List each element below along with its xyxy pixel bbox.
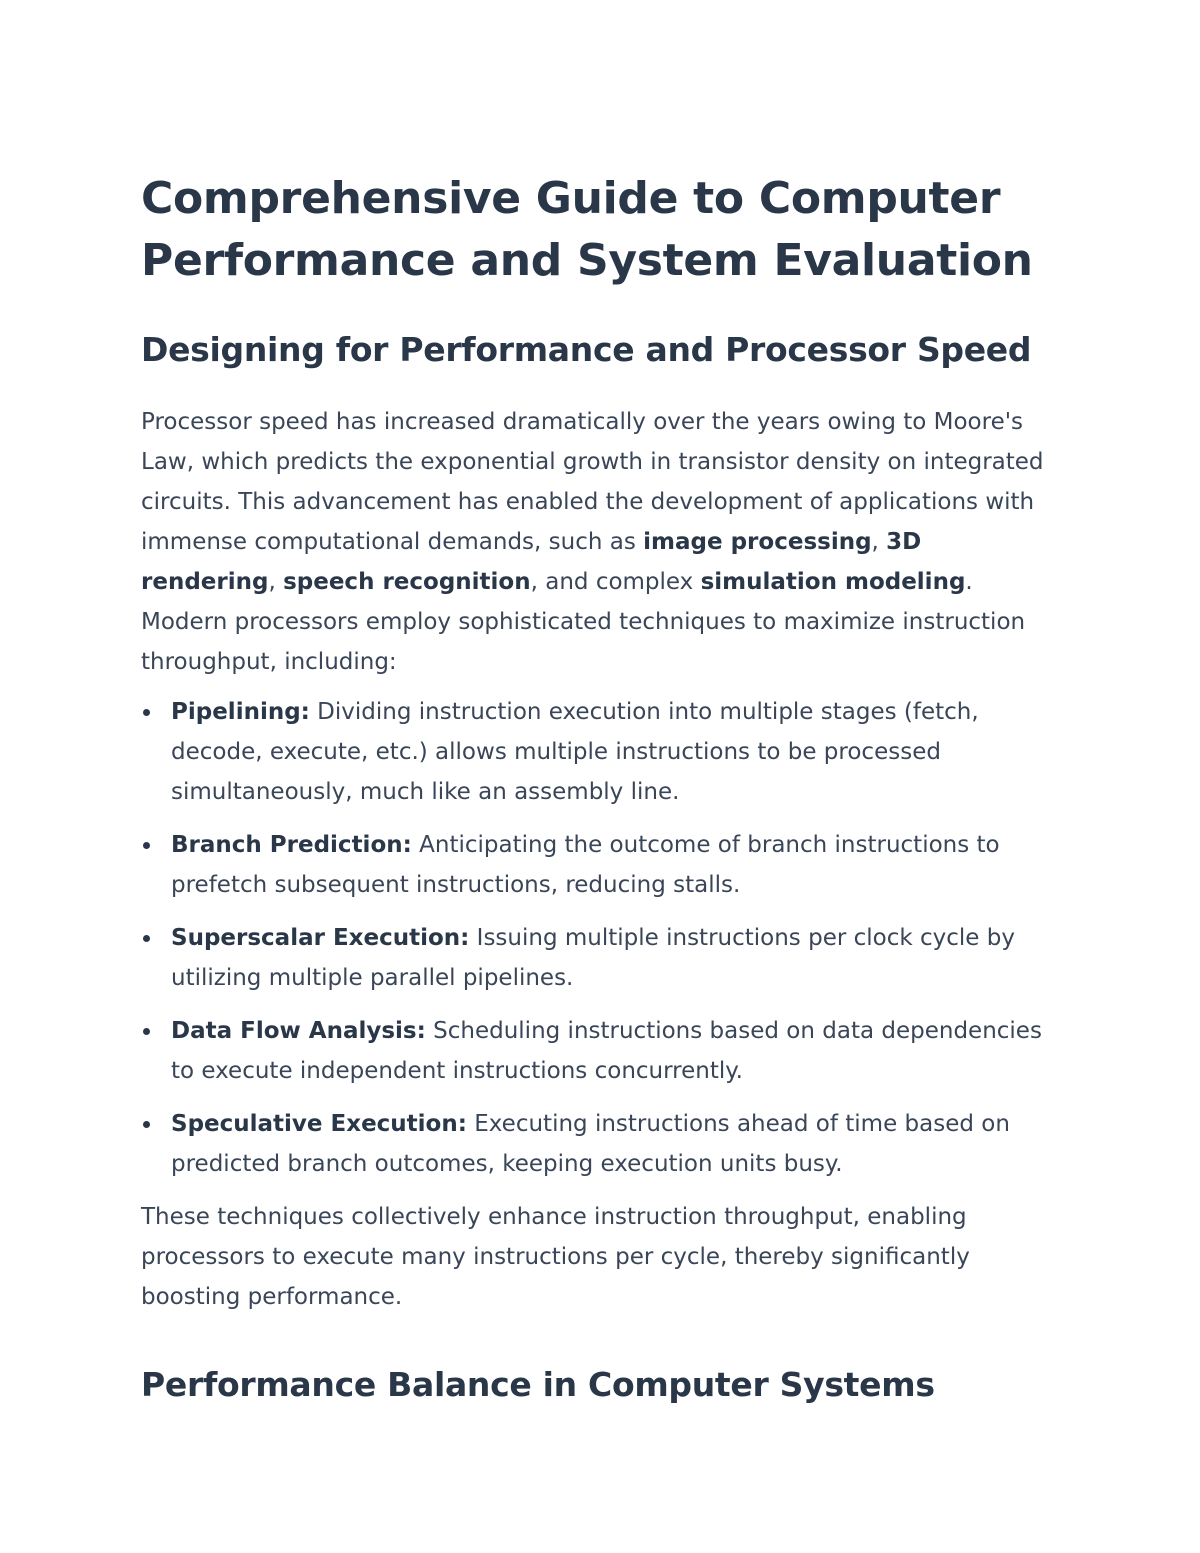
section-heading-processor-speed: Designing for Performance and Processor Speed <box>141 330 1032 369</box>
list-item-desc: Scheduling instructions based on data dependencies to execute independent instructions concurrently. <box>171 1018 1042 1084</box>
intro-text-5: . Modern processors employ sophisticated techniques to maximize instruction throughput, including: <box>141 569 1026 675</box>
intro-text-2: , <box>871 529 887 555</box>
list-item-speculative-execution <box>141 1104 1056 1184</box>
intro-text-1: Processor speed has increased dramatically over the years owing to Moore's Law, which predicts the exponential growth in transistor density on integrated circuits. This advancement has enabled the development of applications with immense computational demands, such as <box>141 409 1044 555</box>
intro-paragraph <box>141 402 1056 682</box>
list-item-term: Speculative Execution: <box>171 1111 467 1137</box>
list-item-desc: Executing instructions ahead of time based on predicted branch outcomes, keeping execution units busy. <box>171 1111 1010 1177</box>
bullet-dot-icon <box>143 1028 150 1035</box>
bullet-dot-icon <box>143 709 150 716</box>
list-item-term: Branch Prediction: <box>171 832 412 858</box>
page-title: Comprehensive Guide to Computer Performance and System Evaluation <box>141 173 1033 286</box>
list-item-term: Pipelining: <box>171 699 310 725</box>
bullet-dot-icon <box>143 935 150 942</box>
intro-bold-3d-rendering: 3D rendering <box>141 529 922 595</box>
list-item-desc: Anticipating the outcome of branch instructions to prefetch subsequent instructions, reducing stalls. <box>171 832 1000 898</box>
intro-text-4: , and complex <box>530 569 701 595</box>
list-item-term: Superscalar Execution: <box>171 925 470 951</box>
intro-text-3: , <box>268 569 284 595</box>
list-item-superscalar-execution <box>141 918 1056 998</box>
list-item-pipelining <box>141 692 1056 812</box>
bullet-dot-icon <box>143 842 150 849</box>
bullet-dot-icon <box>143 1121 150 1128</box>
list-item-desc: Dividing instruction execution into multiple stages (fetch, decode, execute, etc.) allows multiple instructions to be processed simultaneously, much like an assembly line. <box>171 699 979 805</box>
list-item-data-flow-analysis <box>141 1011 1056 1091</box>
techniques-list <box>141 692 1056 1184</box>
list-item-desc: Issuing multiple instructions per clock cycle by utilizing multiple parallel pipelines. <box>171 925 1015 991</box>
list-item-term: Data Flow Analysis: <box>171 1018 426 1044</box>
intro-bold-simulation-modeling: simulation modeling <box>700 569 966 595</box>
document-page <box>141 168 1056 1407</box>
intro-bold-speech-recognition: speech recognition <box>283 569 531 595</box>
section-heading-performance-balance: Performance Balance in Computer Systems <box>141 1365 935 1404</box>
intro-bold-image-processing: image processing <box>643 529 872 555</box>
outro-paragraph: These techniques collectively enhance instruction throughput, enabling processors to execute many instructions per cycle, thereby significantly boosting performance. <box>141 1204 970 1310</box>
list-item-branch-prediction <box>141 825 1056 905</box>
